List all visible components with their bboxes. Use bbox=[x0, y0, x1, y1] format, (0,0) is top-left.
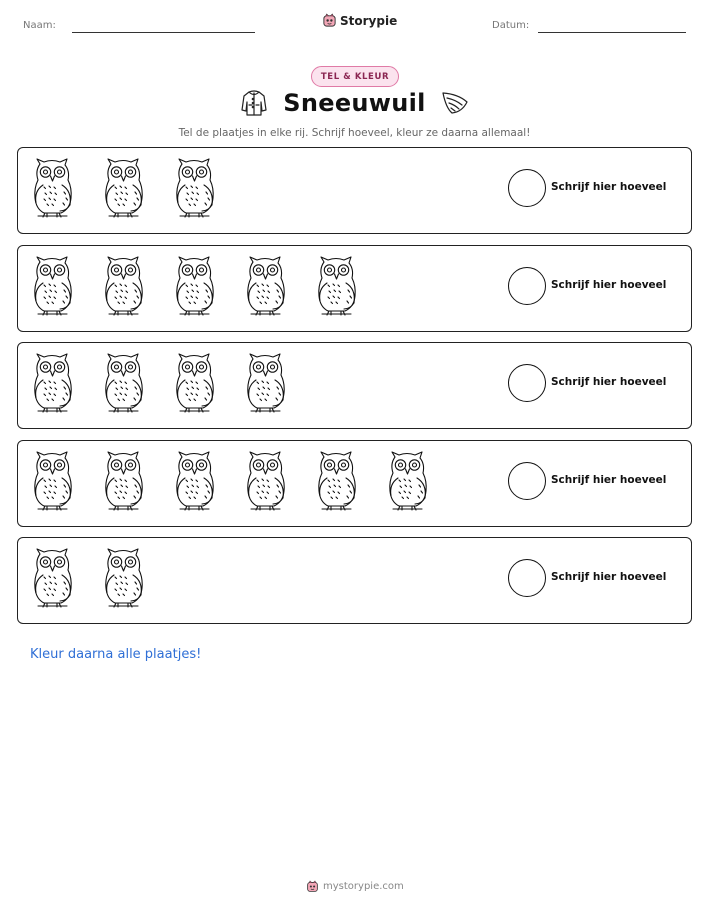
coloring-note: Kleur daarna alle plaatjes! bbox=[30, 647, 202, 662]
snowy-owl-icon[interactable] bbox=[101, 546, 146, 608]
snowy-owl-icon[interactable] bbox=[30, 449, 75, 511]
answer-label: Schrijf hier hoeveel bbox=[551, 279, 667, 291]
brand-name: Storypie bbox=[340, 13, 398, 28]
date-label: Datum: bbox=[492, 20, 530, 31]
owl-group bbox=[30, 449, 430, 513]
snowy-owl-icon[interactable] bbox=[101, 351, 146, 413]
answer-label: Schrijf hier hoeveel bbox=[551, 181, 667, 193]
footer-site: mystorypie.com bbox=[323, 881, 404, 892]
snowy-owl-icon[interactable] bbox=[243, 351, 288, 413]
snowy-owl-icon[interactable] bbox=[30, 156, 75, 218]
counting-row-4 bbox=[17, 440, 692, 527]
snowy-owl-icon[interactable] bbox=[172, 351, 217, 413]
answer-circle[interactable] bbox=[508, 267, 546, 305]
wing-icon bbox=[440, 88, 470, 118]
answer-label: Schrijf hier hoeveel bbox=[551, 376, 667, 388]
snowy-owl-icon[interactable] bbox=[385, 449, 430, 511]
snowy-owl-icon[interactable] bbox=[314, 254, 359, 316]
page-title: Sneeuwuil bbox=[283, 89, 426, 117]
name-field-line[interactable] bbox=[72, 32, 255, 33]
snowy-owl-icon[interactable] bbox=[172, 156, 217, 218]
instructions: Tel de plaatjes in elke rij. Schrijf hoeveel, kleur ze daarna allemaal! bbox=[178, 127, 531, 139]
answer-label: Schrijf hier hoeveel bbox=[551, 474, 667, 486]
storypie-mascot-icon bbox=[306, 880, 319, 893]
snowy-owl-icon[interactable] bbox=[101, 156, 146, 218]
date-field-line[interactable] bbox=[538, 32, 686, 33]
title-row bbox=[0, 88, 709, 118]
name-label: Naam: bbox=[23, 20, 56, 31]
owl-group bbox=[30, 546, 146, 610]
answer-circle[interactable] bbox=[508, 364, 546, 402]
snowy-owl-icon[interactable] bbox=[30, 351, 75, 413]
snowy-owl-icon[interactable] bbox=[243, 254, 288, 316]
snowy-owl-icon[interactable] bbox=[30, 254, 75, 316]
counting-row-1 bbox=[17, 147, 692, 234]
counting-row-3 bbox=[17, 342, 692, 429]
answer-circle[interactable] bbox=[508, 559, 546, 597]
answer-circle[interactable] bbox=[508, 169, 546, 207]
owl-group bbox=[30, 351, 288, 415]
snowy-owl-icon[interactable] bbox=[243, 449, 288, 511]
activity-badge: TEL & KLEUR bbox=[311, 66, 399, 87]
jacket-icon bbox=[239, 88, 269, 118]
snowy-owl-icon[interactable] bbox=[172, 449, 217, 511]
snowy-owl-icon[interactable] bbox=[30, 546, 75, 608]
snowy-owl-icon[interactable] bbox=[101, 449, 146, 511]
counting-row-5 bbox=[17, 537, 692, 624]
answer-label: Schrijf hier hoeveel bbox=[551, 571, 667, 583]
snowy-owl-icon[interactable] bbox=[314, 449, 359, 511]
storypie-mascot-icon bbox=[322, 13, 337, 28]
counting-row-2 bbox=[17, 245, 692, 332]
answer-circle[interactable] bbox=[508, 462, 546, 500]
owl-group bbox=[30, 156, 217, 220]
snowy-owl-icon[interactable] bbox=[172, 254, 217, 316]
owl-group bbox=[30, 254, 359, 318]
footer-branding bbox=[306, 880, 404, 893]
storypie-logo bbox=[322, 13, 397, 28]
snowy-owl-icon[interactable] bbox=[101, 254, 146, 316]
worksheet-header bbox=[0, 0, 709, 50]
